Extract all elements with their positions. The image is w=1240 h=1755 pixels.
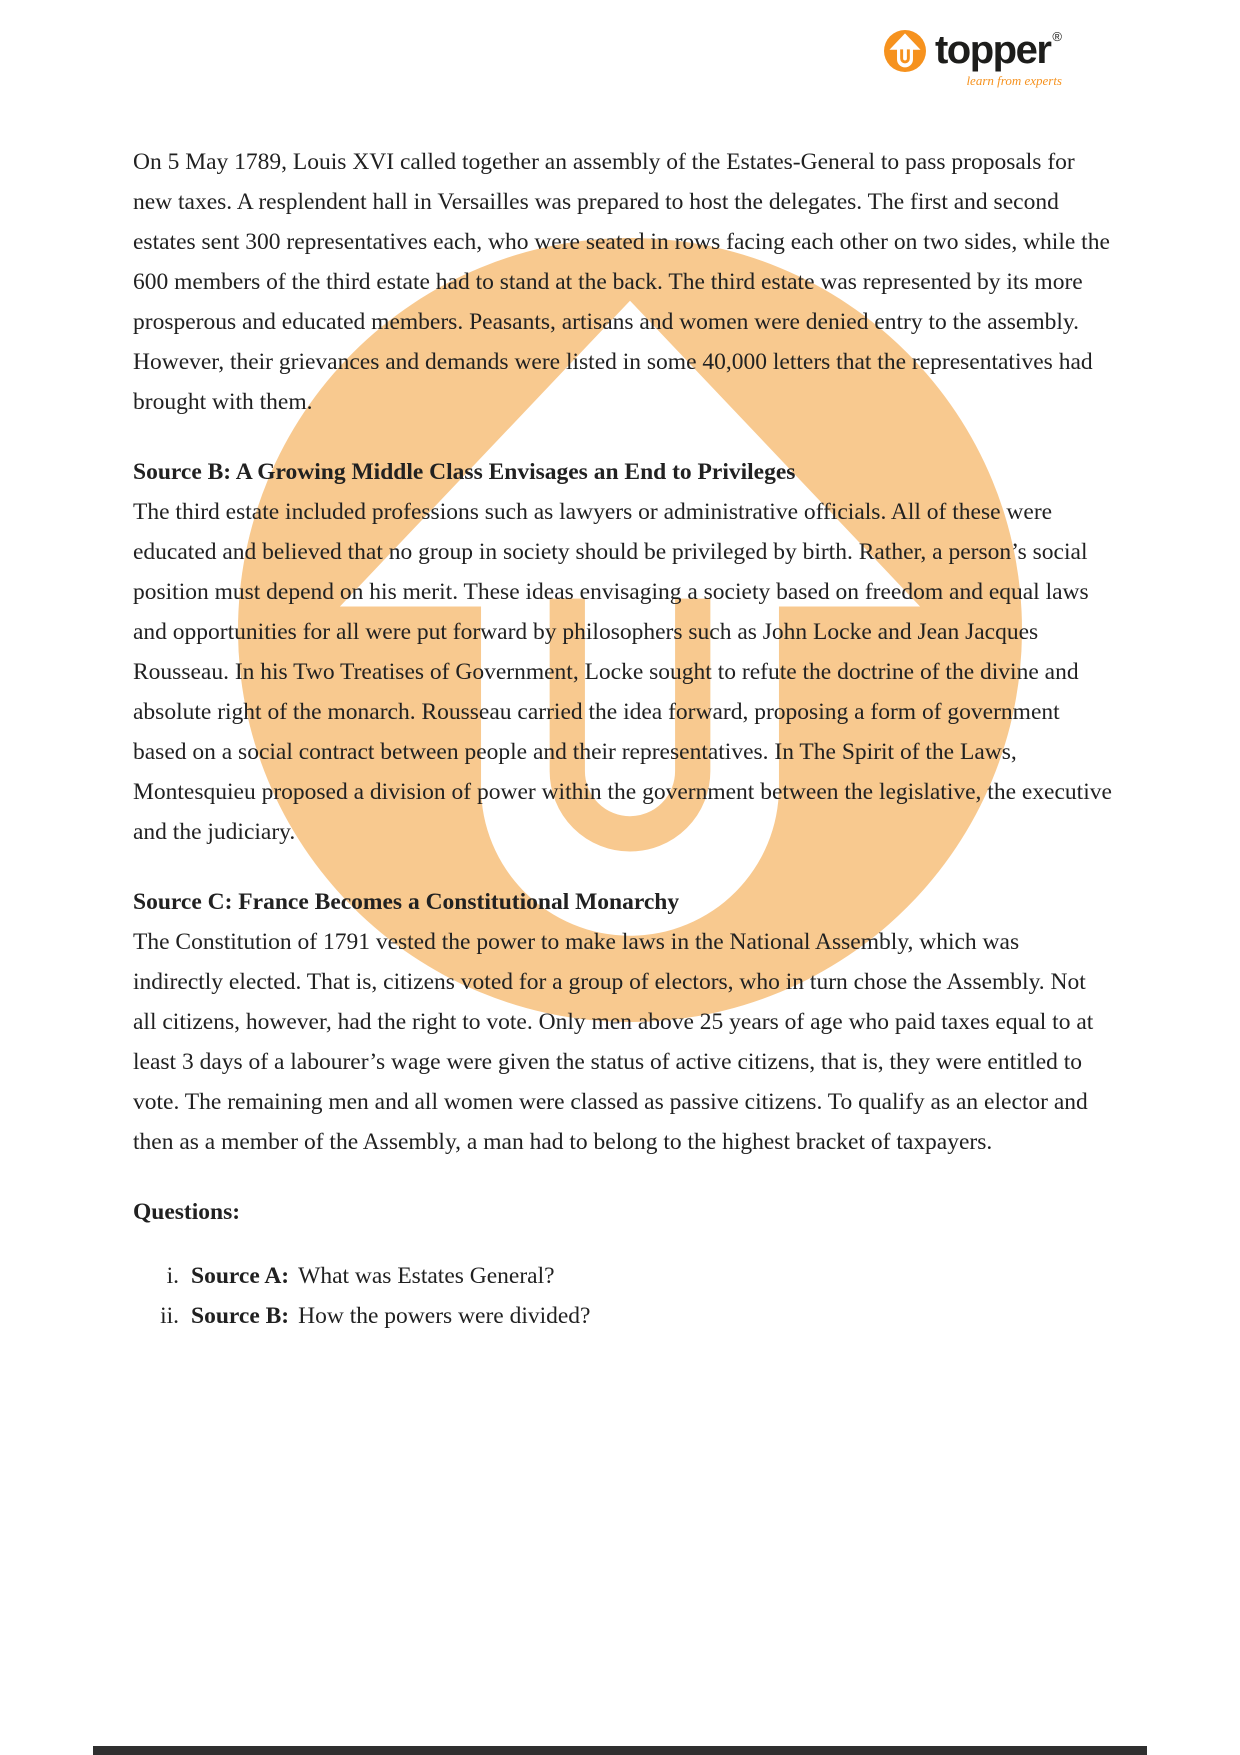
brand-name: topper <box>934 28 1051 72</box>
question-body: How the powers were divided? <box>298 1303 591 1329</box>
page-bottom-divider <box>93 1746 1147 1755</box>
questions-list <box>133 1256 1113 1336</box>
question-numeral: ii. <box>160 1303 179 1329</box>
question-source-label: Source A: <box>191 1263 290 1289</box>
question-text <box>191 1296 591 1336</box>
question-item <box>143 1256 1113 1296</box>
heading-source-c: Source C: France Becomes a Constitutional Monarchy <box>133 889 680 915</box>
registered-mark: ® <box>1052 29 1062 44</box>
paragraph-source-c: The Constitution of 1791 vested the power to make laws in the National Assembly, which was indirectly elected. That is, citizens voted for a group of electors, who in turn chose the Assembly. Not all citizens, however, had the right to vote. Only men above 25 years of age who paid taxes equal to at least 3 days of a labourer’s wage were given the status of active citizens, that is, they were entitled to vote. The remaining men and all women were classed as passive citizens. To qualify as an elector and then as a member of the Assembly, a man had to belong to the highest bracket of taxpayers. <box>133 929 1094 1155</box>
paragraph-source-a: On 5 May 1789, Louis XVI called together an assembly of the Estates-General to pass proposals for new taxes. A resplendent hall in Versailles was prepared to host the delegates. The first and second estates sent 300 representatives each, who were seated in rows facing each other on two sides, while the 600 members of the third estate had to stand at the back. The third estate was represented by its more prosperous and educated members. Peasants, artisans and women were denied entry to the assembly. However, their grievances and demands were listed in some 40,000 letters that the representatives had brought with them. <box>133 149 1110 415</box>
question-numeral: i. <box>166 1263 179 1289</box>
section-source-b <box>133 452 1113 852</box>
question-text <box>191 1256 555 1296</box>
question-item <box>143 1296 1113 1336</box>
brand-circle-arrow-icon <box>884 30 926 72</box>
brand-tagline: learn from experts <box>966 73 1062 88</box>
section-source-c <box>133 882 1113 1162</box>
brand-logo <box>884 30 1062 89</box>
paragraph-source-b: The third estate included professions such as lawyers or administrative officials. All of these were educated and believed that no group in society should be privileged by birth. Rather, a person’s social position must depend on his merit. These ideas envisaging a society based on freedom and equal laws and opportunities for all were put forward by philosophers such as John Locke and Jean Jacques Rousseau. In his Two Treatises of Government, Locke sought to refute the doctrine of the divine and absolute right of the monarch. Rousseau carried the idea forward, proposing a form of government based on a social contract between people and their representatives. In The Spirit of the Laws, Montesquieu proposed a division of power within the government between the legislative, the executive and the judiciary. <box>133 499 1112 845</box>
brand-text <box>935 30 1062 89</box>
question-body: What was Estates General? <box>298 1263 555 1289</box>
heading-source-b: Source B: A Growing Middle Class Envisages an End to Privileges <box>133 459 796 485</box>
question-source-label: Source B: <box>191 1303 290 1329</box>
heading-questions: Questions: <box>133 1199 241 1225</box>
